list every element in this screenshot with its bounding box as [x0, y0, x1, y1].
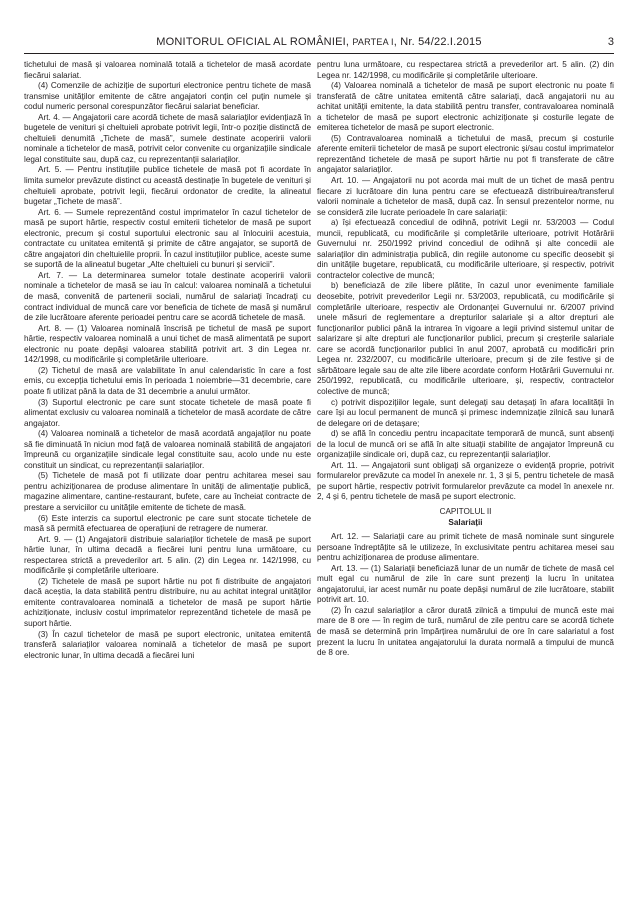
paragraph: (4) Comenzile de achiziție de suporturi electronice pentru tichete de masă transmise unităților emitente de către angajatori conțin cel puțin numele și codul numeric personal corespunzător fiecărui salariat beneficiar.: [24, 81, 311, 112]
paragraph: Art. 13. — (1) Salariații beneficiază lunar de un număr de tichete de masă cel mult egal cu numărul de zile în care sunt prezenți la lucru în unitatea angajatorului, iar acest număr nu poate depăși numărul de zile lucrătoare, stabilit potrivit art. 10.: [317, 563, 614, 605]
chapter-title: Salariații: [448, 517, 483, 527]
paragraph: d) se află în concediu pentru incapacitate temporară de muncă, sunt absenți de la locul de muncă ori se află în alte situații stabilite de angajator împreună cu organizațiile sindicale ori, după caz, cu reprezentanții salariaților.: [317, 429, 614, 460]
paragraph: Art. 6. — Sumele reprezentând costul imprimatelor în cazul tichetelor de masă pe suport hârtie, respectiv costul emiterii tichetelor de masă pe suport electronic, precum și costul suportului electronic sau al înlocuirii acestuia, contractate cu unitatea emitentă și primite de către angajator, se suportă de către angajatori din cheltuielile proprii. În cazul instituțiilor publice, aceste sume se suportă de la alineatul bugetar „Alte cheltuieli cu bunuri și servicii”.: [24, 207, 311, 270]
paragraph: Art. 5. — Pentru instituțiile publice tichetele de masă pot fi acordate în limita sumelor prevăzute distinct cu această destinație în bugetele de venituri și cheltuieli aprobate, potrivit legii, fiecărui ordonator de credite, la alineatul bugetar „Tichete de masă”.: [24, 165, 311, 207]
right-column-bottom: [317, 532, 614, 659]
paragraph: tichetului de masă și valoarea nominală totală a tichetelor de masă acordate fiecărui salariat.: [24, 60, 311, 80]
paragraph: Art. 4. — Angajatorii care acordă tichete de masă salariaților evidențiază în bugetele de venituri și cheltuieli aprobate potrivit legii, într-o poziție distinctă de cheltuieli denumită „Tichete de masă”, sumele destinate acoperirii valorii nominale a tichetelor de masă, potrivit celor convenite cu organizațiile sindicale legal constituite sau, după caz, cu reprezentanții salariaților.: [24, 112, 311, 164]
paragraph: (5) Contravaloarea nominală a tichetului de masă, precum și costurile aferente emiterii tichetelor de masă pe suport electronic și/sau costul imprimatelor reprezentând tichetele de masă pe suport hârtie nu pot fi transferate de către angajator salariaților.: [317, 133, 614, 175]
paragraph: c) potrivit dispozițiilor legale, sunt delegați sau detașați în afara localității în care își au locul permanent de muncă și primesc indemnizație zilnică sau lunară de delegare ori de detașare;: [317, 397, 614, 428]
paragraph: Art. 7. — La determinarea sumelor totale destinate acoperirii valorii nominale a tichetelor de masă se iau în calcul: valoarea nominală a tichetului de masă, convenită de partenerii sociali, numărul de salariați încadrați cu contract individual de muncă care vor beneficia de tichete de masă și numărul de zile lucrătoare aferente perioadei pentru care se acordă tichetele de masă.: [24, 270, 311, 323]
paragraph: (2) Tichetul de masă are valabilitate în anul calendaristic în care a fost emis, cu excepția tichetului emis în perioada 1 noiembrie—31 decembrie, care poate fi utilizat până la data de 31 decembrie a anului următor.: [24, 365, 311, 396]
paragraph: (4) Valoarea nominală a tichetelor de masă pe suport electronic nu poate fi transferată de către unitatea emitentă către salariați, dacă angajatorii nu au achitat unității emitente, la data stabilită pentru transfer, contravaloarea nominală a tichetelor de masă pe suport electronic achiziționate și costurile legate de emiterea tichetelor de masă pe suport electronic.: [317, 81, 614, 133]
paragraph: (6) Este interzis ca suportul electronic pe care sunt stocate tichetele de masă să permită efectuarea de operațiuni de retragere de numerar.: [24, 513, 311, 534]
right-column: [317, 60, 614, 659]
paragraph: a) își efectuează concediul de odihnă, potrivit Legii nr. 53/2003 — Codul muncii, republicată, cu modificările și completările ulterioare, potrivit Hotărârii Guvernului nr. 250/1992 privind concediul de odihnă și alte concedii ale salariaților din administrația publică, din regiile autonome cu specific deosebit și din unitățile bugetare, republicată, cu modificările ulterioare, și respectiv, potrivit contractelor colective de muncă;: [317, 218, 614, 280]
header-title-main: MONITORUL OFICIAL AL ROMÂNIEI,: [156, 36, 353, 48]
header-title-part: PARTEA I: [352, 37, 394, 47]
paragraph: (3) Suportul electronic pe care sunt stocate tichetele de masă poate fi alimentat exclusiv cu valoarea nominală a tichetelor de masă acordate de către angajator.: [24, 397, 311, 428]
paragraph: Art. 9. — (1) Angajatorii distribuie salariaților tichetele de masă pe suport hârtie lunar, în ultima decadă a fiecărei luni pentru luna următoare, cu respectarea strictă a prevederilor art. 5 alin. (2) din Legea nr. 142/1998, cu modificările și completările ulterioare.: [24, 534, 311, 576]
paragraph: Art. 8. — (1) Valoarea nominală înscrisă pe tichetul de masă pe suport hârtie, respectiv valoarea nominală a unui tichet de masă alimentată pe suport electronic nu poate depăși valoarea stabilită potrivit art. 3 din Legea nr. 142/1998, cu modificările și completările ulterioare.: [24, 323, 311, 365]
paragraph: Art. 10. — Angajatorii nu pot acorda mai mult de un tichet de masă pentru fiecare zi lucrătoare din luna pentru care se efectuează distribuirea/transferul valorii nominale a tichetelor de masă, după caz. În sensul prezentelor norme, nu se consideră zile lucrate perioadele în care salariații:: [317, 176, 614, 217]
chapter-number: CAPITOLUL II: [439, 506, 492, 516]
header-title: [0, 36, 638, 48]
right-column-top: [317, 60, 614, 503]
paragraph: (4) Valoarea nominală a tichetelor de masă acordată angajaților nu poate să fie diminuată în niciun mod față de valoarea nominală stabilită de angajatori împreună cu organizațiile sindicale legal constituite sau, acolo unde nu este constituit un sindicat, cu reprezentanții salariaților.: [24, 429, 311, 470]
paragraph: Art. 12. — Salariații care au primit tichete de masă nominale sunt singurele persoane îndreptățite să le utilizeze, în exclusivitate pentru achitarea mesei sau pentru achiziționarea de produse alimentare.: [317, 532, 614, 563]
header-rule: [24, 53, 614, 54]
page-number: 3: [607, 36, 614, 48]
paragraph: (2) Tichetele de masă pe suport hârtie nu pot fi distribuite de angajatori dacă aceștia, la data stabilită pentru distribuire, nu au achitat integral unităților emitente contravaloarea nominală a tichetelor de masă pe suport hârtie achiziționate, inclusiv costul imprimatelor reprezentând tichetele de masă pe suport hârtie.: [24, 576, 311, 628]
paragraph: (5) Tichetele de masă pot fi utilizate doar pentru achitarea mesei sau pentru achiziționarea de produse alimentare în unități de alimentație publică, magazine alimentare, cantine-restaurant, bufete, care au încheiat contracte de prestare a serviciilor cu unitățile emitente de tichete de masă.: [24, 471, 311, 512]
paragraph: (3) În cazul tichetelor de masă pe suport electronic, unitatea emitentă transferă salariaților valoarea nominală a tichetelor de masă pe suport electronic lunar, în ultima decadă a fiecărei luni: [24, 629, 311, 660]
paragraph: b) beneficiază de zile libere plătite, în cazul unor evenimente familiale deosebite, potrivit prevederilor Legii nr. 53/2003, republicată, cu modificările și completările ulterioare, respectiv ale Ordonanței Guvernului nr. 6/2007 privind unele măsuri de reglementare a drepturilor salariale și a altor drepturi ale funcționarilor publici până la intrarea în vigoare a legii privind sistemul unitar de salarizare și alte drepturi ale funcționarilor publici, precum și creșterile salariale care se acordă funcționarilor publici în anul 2007, aprobată cu modificări prin Legea nr. 232/2007, cu modificările ulterioare, precum și de zile festive și de sărbătoare legale sau de alte zile libere acordate conform Hotărârii Guvernului nr. 250/1992, republicată, cu modificările ulterioare, și, respectiv, contractelor colective de muncă;: [317, 281, 614, 396]
paragraph: Art. 11. — Angajatorii sunt obligați să organizeze o evidență proprie, potrivit formularelor prevăzute ca model în anexele nr. 1, 3 și 5, pentru tichetele de masă pe suport hârtie, respectiv potrivit formularelor prevăzute ca model în anexele nr. 2, 4 și 6, pentru tichetele de masă pe suport electronic.: [317, 460, 614, 502]
header-title-issue: , Nr. 54/22.I.2015: [393, 36, 482, 48]
paragraph: pentru luna următoare, cu respectarea strictă a prevederilor art. 5 alin. (2) din Legea nr. 142/1998, cu modificările și completările ulterioare.: [317, 60, 614, 80]
left-column: [24, 60, 311, 661]
paragraph: (2) În cazul salariaților a căror durată zilnică a timpului de muncă este mai mare de 8 ore — în regim de tură, numărul de zile pentru care se acordă tichete de masă se determină prin împărțirea numărului de ore în care salariatul a fost prezent la lucru în unitatea angajatorului la durata normală a timpului de muncă de 8 ore.: [317, 605, 614, 658]
